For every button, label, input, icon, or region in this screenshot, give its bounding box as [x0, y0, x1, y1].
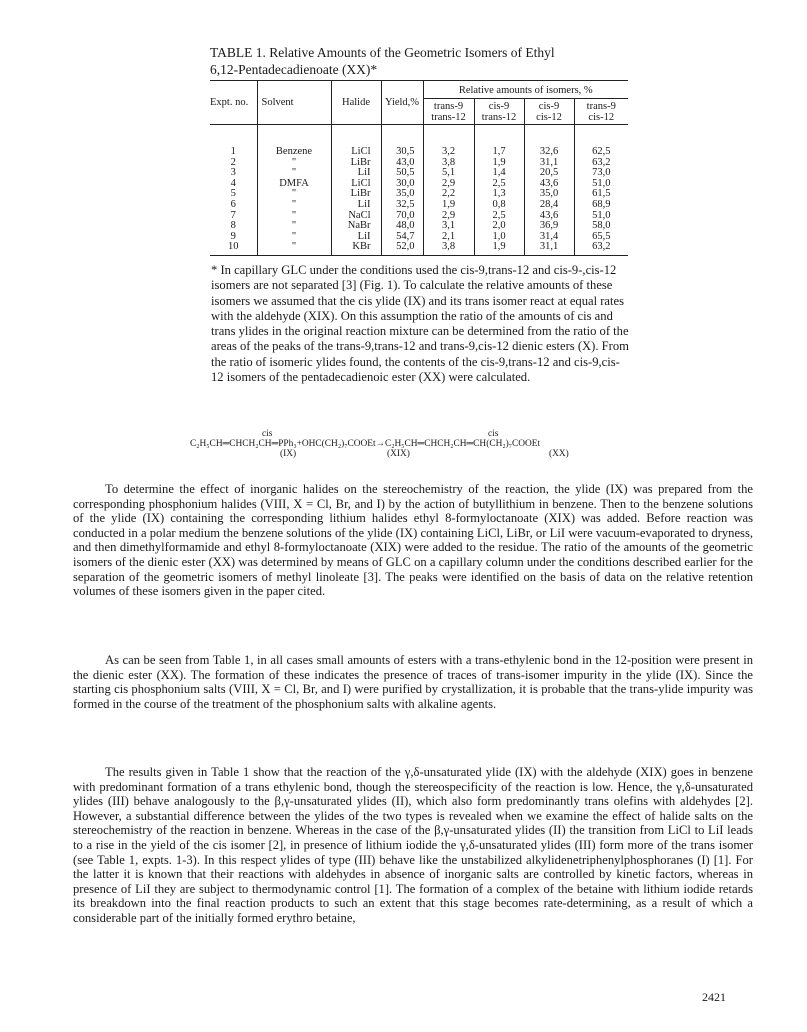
table-row: [210, 189, 628, 200]
reaction-equation: C₂H₅CH═CHCH₂CH═PPh₃+OHC(CH₂)₇COOEt→C₂H₅CH═CHCH₂CH═CH(CH₂)₇COOEt: [190, 439, 541, 449]
yield-cell: 35,0: [381, 189, 423, 200]
cis9-cis12-cell: 32,6: [524, 125, 574, 158]
paragraph-1: To determine the effect of inorganic halides on the stereochemistry of the reaction, the ylide (IX) was prepared from the corresponding phosphonium halides (VIII, X = Cl, Br, and I) by the action of butyllithium in benzene. Then to the benzene solutions of the ylide (IX) containing the corresponding lithium halides ethyl 8-formyloctanoate (XIX) was added. Before reaction was conducted in a polar medium the benzene solutions of the ylide (IX) containing LiCl, LiBr, or LiI were vacuum-evaporated to dryness, and then dimethylformamide and ethyl 8-formyloctanoate (XIX) were added to the residue. The ratio of the amounts of the geometric isomers of the dienic ester (XX) was determined by means of GLC on a capillary column under the conditions described earlier for the separation of the geometric isomers of methyl linoleate [3]. The peaks were identified on the basis of data on the relative retention volumes of these isomers given in the paper cited.: [73, 482, 753, 599]
solvent-cell: DMFA: [257, 179, 331, 190]
solvent-cell: ": [257, 221, 331, 232]
trans9-cis12-cell: 63,2: [574, 242, 628, 255]
solvent-cell: ": [257, 158, 331, 169]
cis9-trans12-cell: 1,9: [474, 158, 524, 169]
cis-label-left: cis: [262, 429, 273, 439]
cis9-cis12-cell: 20,5: [524, 168, 574, 179]
halide-cell: LiCl: [331, 125, 381, 158]
header-solvent: Solvent: [257, 81, 331, 125]
header-yield: Yield,%: [381, 81, 423, 125]
trans9-trans12-cell: 3,2: [423, 125, 474, 158]
cis9-cis12-cell: 31,1: [524, 242, 574, 255]
yield-cell: 48,0: [381, 221, 423, 232]
expt-cell: 5: [230, 188, 236, 200]
label-ix: (IX): [280, 449, 297, 459]
expt-cell: 10: [228, 241, 239, 253]
table-title-line1: TABLE 1. Relative Amounts of the Geometric Isomers of Ethyl: [210, 45, 555, 60]
yield-cell: 32,5: [381, 200, 423, 211]
trans9-trans12-cell: 2,9: [423, 179, 474, 190]
cis9-trans12-cell: 1,0: [474, 232, 524, 243]
yield-cell: 54,7: [381, 232, 423, 243]
header-expt: Expt. no.: [210, 81, 257, 125]
cis9-trans12-cell: 1,7: [474, 125, 524, 158]
table-footnote: * In capillary GLC under the conditions used the cis-9,trans-12 and cis-9-,cis-12 isomers are not separated [3] (Fig. 1). To calculate the relative amounts of these isomers we assumed that the cis ylide (IX) and its trans isomer react at equal rates with the aldehyde (XIX). On this assumption the ratio of the amounts of cis and trans ylides in the original reaction mixture can be determined from the ratio of the areas of the peaks of the trans-9,trans-12 and trans-9,cis-12 dienic esters (X). From the ratio of isomeric ylides found, the contents of the cis-9,trans-12 and cis-9,cis-12 isomers of the pentadecadienoic ester (XX) were calculated.: [211, 263, 629, 385]
expt-cell: 2: [230, 156, 236, 168]
halide-cell: LiBr: [331, 158, 381, 169]
solvent-cell: Benzene: [257, 125, 331, 158]
label-xx: (XX): [549, 449, 569, 459]
yield-cell: 70,0: [381, 211, 423, 222]
trans9-cis12-cell: 61,5: [574, 189, 628, 200]
expt-cell: 8: [230, 220, 236, 232]
halide-cell: LiI: [331, 168, 381, 179]
table-row: [210, 211, 628, 222]
cis9-trans12-cell: 2,5: [474, 179, 524, 190]
table-row: [210, 221, 628, 232]
paragraph-3: The results given in Table 1 show that the reaction of the γ,δ-unsaturated ylide (IX) with the aldehyde (XIX) goes in benzene with predominant formation of a trans ethylenic bond, though the stereospecificity of the reaction is low. Hence, the γ,δ-unsaturated ylides (III) behave analogously to the β,γ-unsaturated ylides (II), which also form predominantly trans olefins with aldehydes [2]. However, a substantial difference between the ylides of the two types is revealed when we examine the effect of halide salts on the stereochemistry of the reaction in benzene. Whereas in the case of the β,γ-unsaturated ylides (II) the transition from LiCl to LiI leads to a rise in the yield of the cis isomer [2], in presence of lithium iodide the γ,δ-unsaturated ylides (III) form more of the trans isomer (see Table 1, expts. 1-3). In this respect ylides of type (III) behave like the unstabilized alkylidenetriphenylphosphoranes (I) [1]. For the latter it is known that their reactions with aldehydes in absence of inorganic salts are controlled by kinetic factors, whereas in presence of LiI they are subject to thermodynamic control [1]. The formation of a complex of the betaine with lithium iodide retards its breakdown into the final reaction products to such an extent that this stage becomes rate-determining, as a result of which a considerable part of the initially formed erythro betaine,: [73, 765, 753, 925]
table-row: [210, 125, 628, 158]
trans9-cis12-cell: 58,0: [574, 221, 628, 232]
page-number: 2421: [702, 990, 726, 1004]
trans9-cis12-cell: 62,5: [574, 125, 628, 158]
trans9-trans12-cell: 5,1: [423, 168, 474, 179]
trans9-cis12-cell: 51,0: [574, 179, 628, 190]
cis9-trans12-cell: 1,4: [474, 168, 524, 179]
trans9-cis12-cell: 63,2: [574, 158, 628, 169]
cis9-trans12-cell: 1,9: [474, 242, 524, 255]
solvent-cell: ": [257, 168, 331, 179]
halide-cell: KBr: [331, 242, 381, 255]
solvent-cell: ": [257, 200, 331, 211]
halide-cell: LiCl: [331, 179, 381, 190]
cis9-cis12-cell: 28,4: [524, 200, 574, 211]
header-trans9-cis12: trans-9 cis-12: [574, 99, 628, 125]
table-row: [210, 158, 628, 169]
cis9-cis12-cell: 36,9: [524, 221, 574, 232]
table-row: [210, 168, 628, 179]
expt-cell: 9: [230, 230, 236, 242]
cis9-trans12-cell: 0,8: [474, 200, 524, 211]
header-trans9-trans12: trans-9 trans-12: [423, 99, 474, 125]
header-halide: Halide: [331, 81, 381, 125]
isomer-table: [210, 80, 628, 256]
expt-cell: 1: [230, 146, 236, 157]
trans9-trans12-cell: 2,1: [423, 232, 474, 243]
solvent-cell: ": [257, 242, 331, 255]
halide-cell: NaCl: [331, 211, 381, 222]
halide-cell: NaBr: [331, 221, 381, 232]
reaction-scheme: [190, 429, 780, 465]
trans9-cis12-cell: 73,0: [574, 168, 628, 179]
yield-cell: 52,0: [381, 242, 423, 255]
expt-cell: 6: [230, 198, 236, 210]
solvent-cell: ": [257, 211, 331, 222]
cis9-trans12-cell: 2,0: [474, 221, 524, 232]
halide-cell: LiI: [331, 200, 381, 211]
trans9-trans12-cell: 3,8: [423, 158, 474, 169]
cis9-cis12-cell: 35,0: [524, 189, 574, 200]
trans9-trans12-cell: 3,1: [423, 221, 474, 232]
trans9-trans12-cell: 3,8: [423, 242, 474, 255]
trans9-cis12-cell: 65,5: [574, 232, 628, 243]
cis9-cis12-cell: 31,4: [524, 232, 574, 243]
trans9-trans12-cell: 2,2: [423, 189, 474, 200]
cis9-trans12-cell: 2,5: [474, 211, 524, 222]
halide-cell: LiI: [331, 232, 381, 243]
yield-cell: 30,5: [381, 125, 423, 158]
table-row: [210, 179, 628, 190]
cis-label-right: cis: [488, 429, 499, 439]
cis9-cis12-cell: 43,6: [524, 211, 574, 222]
table-title: [210, 44, 630, 78]
solvent-cell: ": [257, 232, 331, 243]
label-xix: (XIX): [387, 449, 410, 459]
header-cis9-trans12: cis-9 trans-12: [474, 99, 524, 125]
yield-cell: 50,5: [381, 168, 423, 179]
trans9-trans12-cell: 1,9: [423, 200, 474, 211]
table-row: [210, 242, 628, 255]
yield-cell: 30,0: [381, 179, 423, 190]
cis9-cis12-cell: 31,1: [524, 158, 574, 169]
cis9-trans12-cell: 1,3: [474, 189, 524, 200]
trans9-trans12-cell: 2,9: [423, 211, 474, 222]
table-title-line2: 6,12-Pentadecadienoate (XX)*: [210, 62, 378, 77]
yield-cell: 43,0: [381, 158, 423, 169]
cis9-cis12-cell: 43,6: [524, 179, 574, 190]
paragraph-2: As can be seen from Table 1, in all cases small amounts of esters with a trans-ethylenic bond in the 12-position were present in the dienic ester (XX). The formation of these indicates the presence of traces of trans-isomer impurity in the ylide (IX). Since the starting cis phosphonium salts (VIII, X = Cl, Br, and I) were purified by crystallization, it is probable that the trans-ylide impurity was formed in the course of the treatment of the phosphonium salts with alkaline agents.: [73, 653, 753, 711]
expt-cell: 4: [230, 177, 236, 189]
halide-cell: LiBr: [331, 189, 381, 200]
trans9-cis12-cell: 68,9: [574, 200, 628, 211]
expt-cell: 3: [230, 167, 236, 179]
table-row: [210, 200, 628, 211]
trans9-cis12-cell: 51,0: [574, 211, 628, 222]
expt-cell: 7: [230, 209, 236, 221]
table-row: [210, 232, 628, 243]
header-cis9-cis12: cis-9 cis-12: [524, 99, 574, 125]
solvent-cell: ": [257, 189, 331, 200]
header-relative-amounts: Relative amounts of isomers, %: [423, 81, 628, 99]
